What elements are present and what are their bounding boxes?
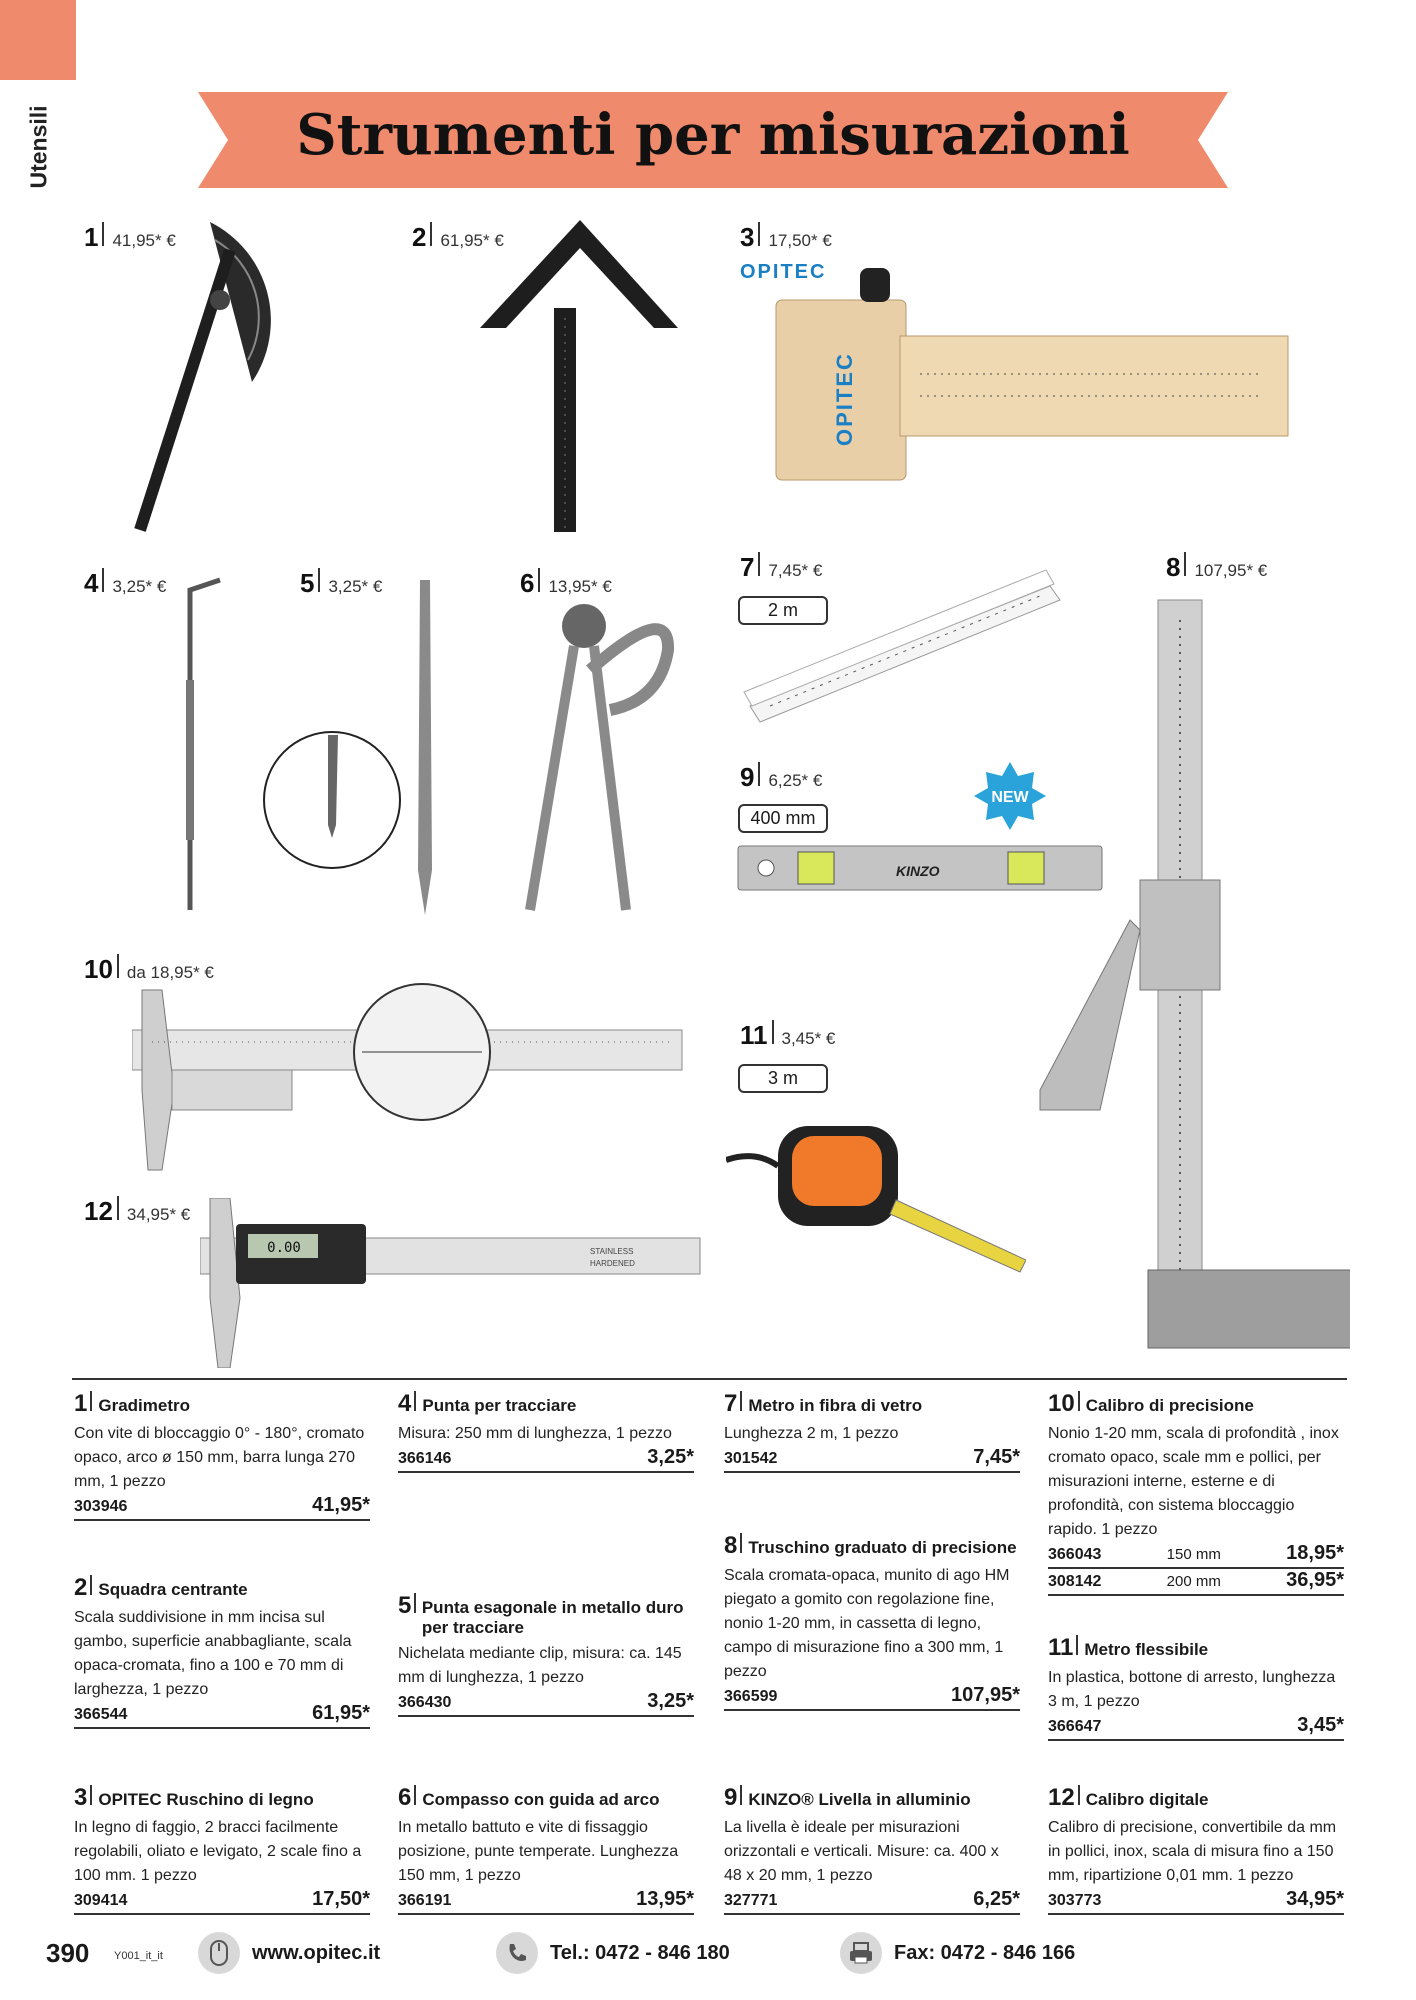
product-number: 7 [724,1390,738,1417]
product-description: Lunghezza 2 m, 1 pezzo [724,1425,899,1442]
article-price: 34,95* [1286,1888,1344,1910]
article-price: 41,95* [312,1494,370,1516]
product-heading [724,1532,1020,1560]
product-heading [724,1784,1020,1812]
protractor-illustration [120,210,340,540]
article-code: 303773 [1048,1892,1102,1909]
image-label-11: 11 3,45* € [740,1020,836,1050]
fax-number: Fax: 0472 - 846 166 [894,1941,1076,1964]
product-item-8 [724,1532,1020,1711]
mouse-icon [198,1932,240,1974]
product-heading [74,1390,370,1418]
product-item-7 [724,1390,1020,1473]
product-title: Calibro digitale [1085,1790,1209,1809]
product-description: Calibro di precisione, convertibile da mm in pollici, inox, scala di misura fino a 150 mm, ripartizione 0,01 mm. 1 pezzo [1048,1819,1337,1884]
website-link[interactable]: www.opitec.it [252,1941,381,1964]
product-order-row [1048,1542,1344,1569]
product-number: 5 [398,1592,412,1619]
product-title: Compasso con guida ad arco [422,1790,660,1809]
article-code: 366544 [74,1706,128,1723]
article-code: 309414 [74,1892,128,1909]
product-item-11 [1048,1634,1344,1741]
product-number: 10 [1048,1390,1075,1417]
product-number: 3 [74,1784,88,1811]
page-footer [46,1932,1346,1972]
product-order-row [398,1446,694,1473]
product-number: 2 [74,1574,88,1601]
section-divider [72,1378,1347,1380]
title-banner [198,92,1228,188]
centre-square-illustration [470,218,690,538]
article-code: 366043 [1048,1546,1102,1563]
article-price: 18,95* [1286,1542,1344,1564]
product-order-row [724,1888,1020,1915]
product-item-9 [724,1784,1020,1915]
product-item-5 [398,1592,694,1717]
product-order-row [74,1702,370,1729]
product-number: 9 [724,1784,738,1811]
phone-icon [496,1932,538,1974]
article-code: 301542 [724,1450,778,1467]
svg-text:OPITEC: OPITEC [832,352,857,446]
product-item-6 [398,1784,694,1915]
product-number: 8 [724,1532,738,1559]
product-number: 1 [74,1390,88,1417]
product-description: In legno di faggio, 2 bracci facilmente regolabili, oliato e levigato, 2 scale fino a 100 mm. 1 pezzo [74,1819,362,1884]
image-label-9: 9 6,25* € [740,762,823,792]
product-item-12 [1048,1784,1344,1915]
product-heading [1048,1784,1344,1812]
product-item-2 [74,1574,370,1729]
image-label-4: 4 3,25* € [84,568,167,598]
article-price: 6,25* [973,1888,1020,1910]
svg-text:NEW: NEW [991,789,1029,806]
edition-code: Y001_it_it [114,1950,163,1962]
image-label-3: 3 17,50* € [740,222,832,252]
article-code: 366146 [398,1450,452,1467]
article-code: 308142 [1048,1573,1102,1590]
image-label-5: 5 3,25* € [300,568,383,598]
article-code: 327771 [724,1892,778,1909]
product-title: Squadra centrante [98,1580,248,1599]
size-tag-11: 3 m [738,1064,828,1093]
digital-caliper-illustration [200,1198,720,1368]
product-title: Gradimetro [98,1396,190,1415]
svg-text:HARDENED: HARDENED [590,1259,635,1268]
product-order-row [724,1684,1020,1711]
article-code: 366599 [724,1688,778,1705]
size-tag-9: 400 mm [738,804,828,833]
product-order-row [398,1690,694,1717]
svg-text:OPITEC: OPITEC [740,261,827,283]
variant-size: 200 mm [1166,1573,1221,1590]
section-tab [24,92,54,202]
article-price: 3,45* [1297,1714,1344,1736]
image-label-12: 12 34,95* € [84,1196,191,1226]
product-number: 4 [398,1390,412,1417]
image-label-7: 7 7,45* € [740,552,823,582]
compass-illustration [520,590,690,920]
vernier-caliper-illustration [132,980,692,1180]
product-heading [724,1390,1020,1418]
page-title: Strumenti per misurazioni [296,102,1130,168]
article-price: 7,45* [973,1446,1020,1468]
article-price: 17,50* [312,1888,370,1910]
product-description: Misura: 250 mm di lunghezza, 1 pezzo [398,1425,672,1442]
article-price: 3,25* [647,1690,694,1712]
scriber-illustration [150,570,230,920]
product-title: Punta per tracciare [422,1396,577,1415]
article-price: 13,95* [636,1888,694,1910]
product-item-3 [74,1784,370,1915]
product-order-row [1048,1714,1344,1741]
product-number: 6 [398,1784,412,1811]
page-number: 390 [46,1938,90,1968]
product-title: Metro flessibile [1084,1640,1209,1659]
product-description: Scala cromata-opaca, munito di ago HM piegato a gomito con regolazione fine, nonio 1-20 mm, in cassetta di legno, campo di misurazione fino a 300 mm, 1 pezzo [724,1567,1010,1680]
product-number: 12 [1048,1784,1075,1811]
article-code: 366191 [398,1892,452,1909]
height-gauge-illustration [1030,590,1350,1360]
article-code: 366430 [398,1694,452,1711]
footer-fax [840,1932,1075,1974]
product-description: In plastica, bottone di arresto, lunghezza 3 m, 1 pezzo [1048,1669,1336,1710]
product-title: OPITEC Ruschino di legno [98,1790,314,1809]
product-order-row [398,1888,694,1915]
product-description: Nichelata mediante clip, misura: ca. 145 mm di lunghezza, 1 pezzo [398,1645,682,1686]
phone-number: Tel.: 0472 - 846 180 [550,1941,730,1964]
product-title: Metro in fibra di vetro [748,1396,923,1415]
product-item-10 [1048,1390,1344,1596]
marking-gauge-illustration [740,256,1300,496]
product-heading [74,1784,370,1812]
variant-size: 150 mm [1166,1546,1221,1563]
svg-text:KINZO: KINZO [896,863,940,879]
carbide-scriber-illustration [262,570,462,920]
article-code: 303946 [74,1498,128,1515]
article-price: 3,25* [647,1446,694,1468]
product-description: La livella è ideale per misurazioni orizzontali e verticali. Misure: ca. 400 x 48 x 20 mm, 1 pezzo [724,1819,999,1884]
size-tag-7: 2 m [738,596,828,625]
footer-phone [496,1932,730,1974]
product-order-row [1048,1888,1344,1915]
image-label-2: 2 61,95* € [412,222,504,252]
product-order-row [74,1494,370,1521]
product-item-4 [398,1390,694,1473]
product-order-row [1048,1569,1344,1596]
product-order-row [724,1446,1020,1473]
product-order-row [74,1888,370,1915]
folding-rule-illustration [740,556,1070,726]
svg-text:STAINLESS: STAINLESS [590,1247,634,1256]
product-description: Con vite di bloccaggio 0° - 180°, cromato opaco, arco ø 150 mm, barra lunga 270 mm, 1 pezzo [74,1425,365,1490]
image-label-6: 6 13,95* € [520,568,612,598]
article-price: 61,95* [312,1702,370,1724]
product-heading [74,1574,370,1602]
product-item-1 [74,1390,370,1521]
image-label-1: 1 41,95* € [84,222,176,252]
tape-measure-illustration [726,1110,1026,1290]
article-price: 107,95* [951,1684,1020,1706]
svg-text:0.00: 0.00 [267,1240,301,1256]
product-description: Nonio 1-20 mm, scala di profondità , inox cromato opaco, scale mm e pollici, per misurazioni interne, esterne e di profondità, con sistema bloccaggio rapido. 1 pezzo [1048,1425,1339,1538]
product-number: 11 [1048,1634,1074,1661]
product-heading [398,1390,694,1418]
product-heading [1048,1390,1344,1418]
fax-icon [840,1932,882,1974]
product-heading [398,1784,694,1812]
product-title: Truschino graduato di precisione [748,1538,1017,1557]
product-title: Punta esagonale in metallo duro per tracciare [421,1598,684,1637]
section-label: Utensili [25,105,52,189]
product-description: In metallo battuto e vite di fissaggio posizione, punte temperate. Lunghezza 150 mm, 1 pezzo [398,1819,679,1884]
article-price: 36,95* [1286,1569,1344,1591]
product-description: Scala suddivisione in mm incisa sul gambo, superficie anabbagliante, scala opaca-cromata, fino a 100 e 70 mm di larghezza, 1 pezzo [74,1609,352,1698]
corner-accent [0,0,76,80]
image-label-10: 10 da 18,95* € [84,954,214,984]
product-title: KINZO® Livella in alluminio [748,1790,971,1809]
product-title: Calibro di precisione [1085,1396,1254,1415]
product-heading [1048,1634,1344,1662]
image-label-8: 8 107,95* € [1166,552,1268,582]
footer-website[interactable] [198,1932,380,1974]
product-heading [398,1592,694,1638]
article-code: 366647 [1048,1718,1102,1735]
